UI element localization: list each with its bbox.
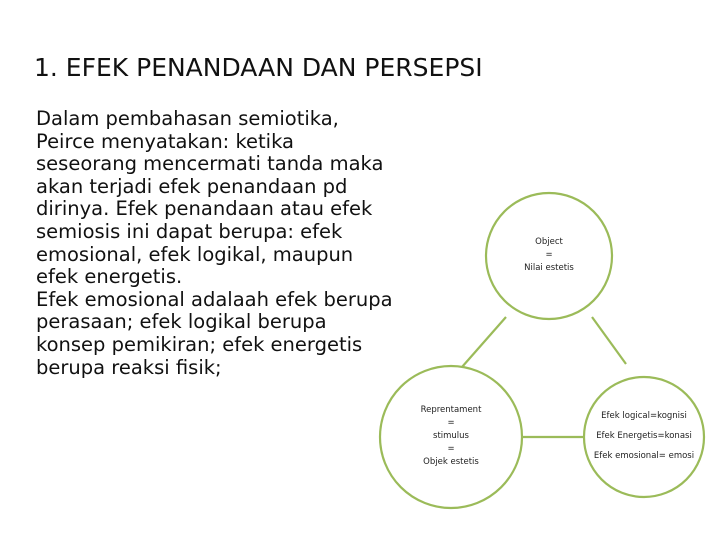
node-representamen-line-1: Reprentament (420, 405, 482, 415)
node-object-label (499, 236, 599, 275)
node-object-line-3: Nilai estetis (524, 263, 574, 273)
node-representamen-line-4: = (447, 444, 455, 454)
connector-top-right (592, 317, 626, 364)
node-representamen-line-3: stimulus (433, 431, 469, 441)
node-effects-line-2: Efek Energetis=konasi (596, 431, 692, 441)
node-object-line-1: Object (535, 237, 563, 247)
node-effects-label (589, 406, 699, 466)
node-representamen-line-2: = (447, 418, 455, 428)
node-object-line-2: = (545, 250, 553, 260)
node-effects-line-3: Efek emosional= emosi (593, 451, 695, 461)
paragraph-intro: Dalam pembahasan semiotika, Peirce menyatakan: ketika seseorang mencermati tanda maka akan terjadi efek penandaan pd dirinya. Efek penandaan atau efek semiosis ini dapat berupa: efek emosional, efek logikal, maupun efek energetis. (36, 107, 384, 289)
paragraph-effects: Efek emosional adalaah efek berupa perasaan; efek logikal berupa konsep pemikiran; efek energetis berupa reaksi fisik; (36, 287, 393, 379)
slide-title: 1. EFEK PENANDAAN DAN PERSEPSI (34, 53, 483, 82)
node-representamen-line-5: Objek estetis (423, 457, 479, 467)
node-effects-line-1: Efek logical=kognisi (601, 411, 687, 421)
node-representamen-label (401, 404, 501, 469)
connector-top-left (462, 317, 506, 367)
